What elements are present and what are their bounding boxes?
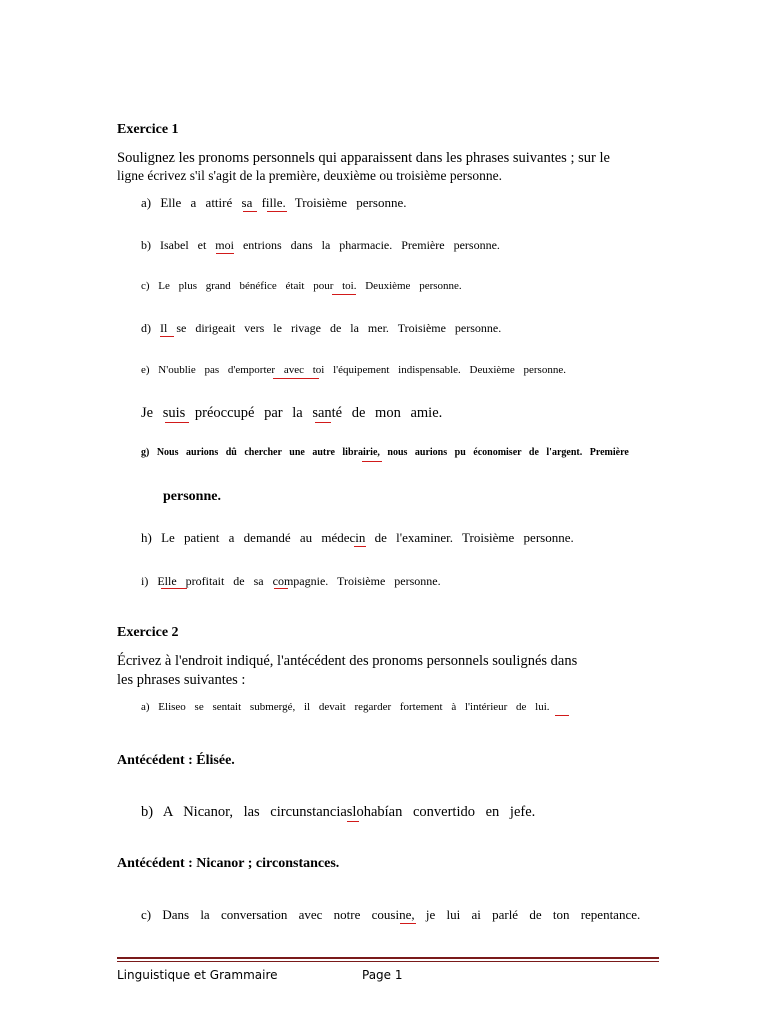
antecedent-a: Antécédent : Élisée.: [117, 753, 235, 768]
item-a: a) Elle a attiré sa fille. Troisième personne.: [141, 195, 407, 210]
underline-mark: [555, 715, 569, 716]
exercise-2-item-c: c) Dans la conversation avec notre cousine, je lui ai parlé de ton repentance.: [141, 907, 641, 922]
footer-rule-thick: [117, 957, 659, 959]
underline-mark: [267, 211, 287, 212]
footer-title: Linguistique et Grammaire: [117, 968, 278, 982]
underline-mark: [243, 211, 257, 212]
underline-mark: [160, 336, 174, 337]
underline-mark: [332, 294, 356, 295]
item-h: h) Le patient a demandé au médecin de l'examiner. Troisième personne.: [141, 530, 574, 545]
exercise-2-item-b: b) A Nicanor, las circunstanciaslohabían convertido en jefe.: [141, 804, 536, 820]
underline-mark: [362, 461, 382, 462]
underline-mark: [347, 821, 359, 822]
underline-mark: [315, 422, 331, 423]
exercise-2-item-a: a) Eliseo se sentait submergé, il devait regarder fortement à l'intérieur de lui.: [141, 701, 550, 713]
exercise-2-instruction-line-2: les phrases suivantes :: [117, 672, 246, 688]
item-f: Je suis préoccupé par la santé de mon amie.: [141, 405, 443, 421]
exercise-1-instruction-line-1: Soulignez les pronoms personnels qui apparaissent dans les phrases suivantes ; sur le: [117, 150, 610, 166]
exercise-2-instruction-line-1: Écrivez à l'endroit indiqué, l'antécédent des pronoms personnels soulignés dans: [117, 653, 578, 669]
underline-mark: [216, 253, 234, 254]
underline-mark: [161, 588, 187, 589]
item-c: c) Le plus grand bénéfice était pour toi. Deuxième personne.: [141, 280, 462, 292]
page-number: Page 1: [362, 968, 403, 982]
exercise-2-title: Exercice 2: [117, 625, 179, 640]
underline-mark: [400, 923, 416, 924]
item-b: b) Isabel et moi entrions dans la pharmacie. Première personne.: [141, 238, 500, 252]
exercise-1-title: Exercice 1: [117, 122, 179, 137]
item-g-line-2: personne.: [163, 489, 221, 504]
underline-mark: [354, 546, 366, 547]
item-d: d) Il se dirigeait vers le rivage de la mer. Troisième personne.: [141, 321, 502, 335]
antecedent-b: Antécédent : Nicanor ; circonstances.: [117, 856, 340, 871]
underline-mark: [165, 422, 189, 423]
underline-mark: [273, 378, 319, 379]
exercise-1-instruction-line-2: ligne écrivez s'il s'agit de la première, deuxième ou troisième personne.: [117, 168, 502, 183]
item-g-line-1: g) Nous aurions dû chercher une autre librairie, nous aurions pu économiser de l'argent. Première: [141, 447, 629, 458]
item-e: e) N'oublie pas d'emporter avec toi l'équipement indispensable. Deuxième personne.: [141, 364, 566, 376]
item-i: i) Elle profitait de sa compagnie. Troisième personne.: [141, 574, 441, 588]
underline-mark: [274, 588, 288, 589]
footer-rule-thin: [117, 961, 659, 962]
